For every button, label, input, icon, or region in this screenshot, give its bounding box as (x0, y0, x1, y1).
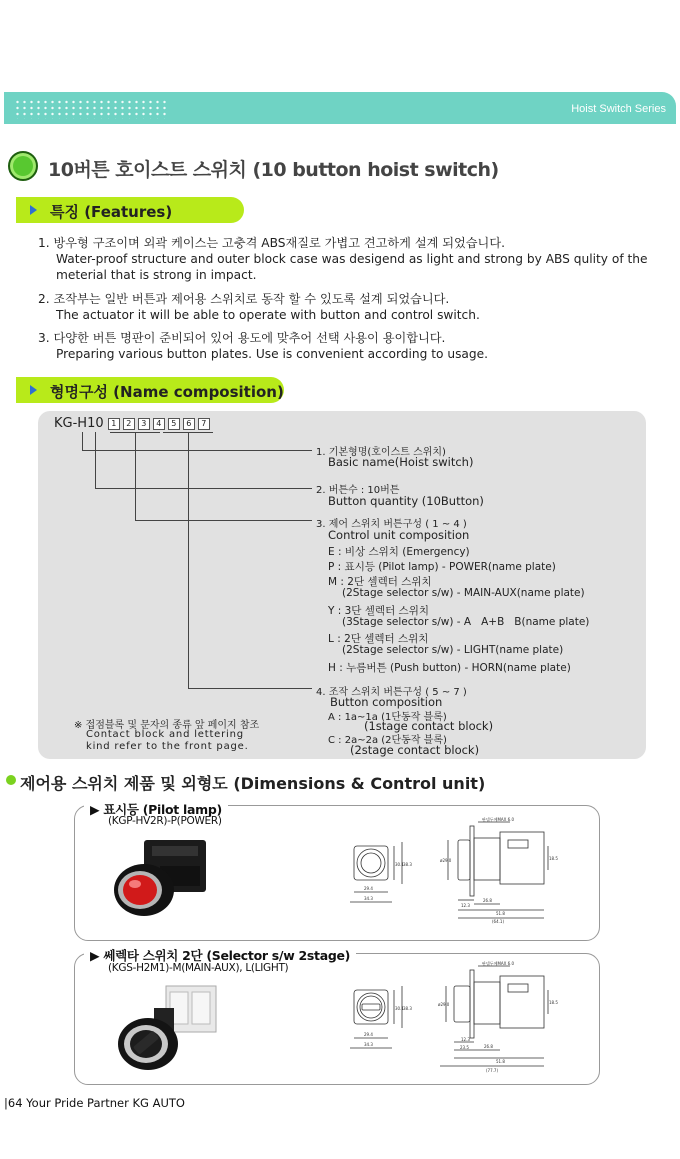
note-en-1: Contact block and lettering (86, 729, 244, 740)
dim-label: (77.7) (486, 1068, 499, 1073)
dim-label: 38.3 (403, 862, 412, 867)
dim-label: 34.3 (364, 896, 373, 901)
note-en-2: kind refer to the front page. (86, 741, 249, 752)
entry-4-en: Button composition (330, 695, 443, 709)
page-footer: |64 Your Pride Partner KG AUTO (4, 1096, 185, 1110)
option-m: M : 2단 셀렉터 스위치 (328, 576, 432, 588)
selector-switch-side-view (430, 962, 560, 1074)
dim-label: ø29.0 (438, 1002, 450, 1007)
dim-label: 51.8 (496, 911, 505, 916)
dim-label: 34.3 (364, 1042, 373, 1047)
dim-label: (64.1) (492, 919, 505, 924)
option-h: H : 누름버튼 (Push button) - HORN(name plate) (328, 662, 571, 674)
dim-label: 판넬두께MAX 6.0 (482, 961, 515, 966)
entry-3-en: Control unit composition (328, 528, 470, 542)
option-c-en: (2stage contact block) (350, 743, 480, 757)
code-box: 4 (153, 418, 165, 430)
dim-label: 30.1 (395, 862, 404, 867)
feature-1-en: Water-proof structure and outer block case was desigend as light and strong by ABS qulity of the meterial that is strong in impact. (56, 252, 648, 282)
pilot-lamp-side-view (430, 818, 560, 928)
dim-label: 12.3 (461, 1037, 470, 1042)
selector-switch-photo (108, 980, 224, 1076)
dim-label: 30.1 (395, 1006, 404, 1011)
play-arrow-icon (30, 385, 37, 395)
code-box: 7 (198, 418, 210, 430)
bracket-line (188, 688, 312, 689)
entry-4-ko: 4. 조작 스위치 버튼구성 ( 5 ~ 7 ) (316, 687, 467, 698)
features-heading-pill (16, 197, 244, 223)
product-title-selector-switch: ▶ 쎄렉타 스위치 2단 (Selector s/w 2stage) (90, 948, 351, 963)
dim-label: 12.3 (461, 903, 470, 908)
page-title: 10버튼 호이스트 스위치 (10 button hoist switch) (48, 159, 499, 181)
name-composition-heading-pill (16, 377, 284, 403)
feature-1-ko: 1. 방우형 구조이며 외곽 케이스는 고충격 ABS재질로 가볍고 견고하게 설계 되었습니다. (38, 236, 505, 250)
option-p: P : 표시등 (Pilot lamp) - POWER(name plate) (328, 561, 556, 573)
dim-label: ø29.0 (440, 858, 452, 863)
play-arrow-icon (30, 205, 37, 215)
code-box: 3 (138, 418, 150, 430)
dim-label: 26.8 (484, 1044, 493, 1049)
dim-label: 26.8 (483, 898, 492, 903)
dim-label: 판넬두께MAX 6.0 (482, 817, 515, 822)
feature-3-en: Preparing various button plates. Use is convenient according to usage. (56, 347, 489, 361)
pilot-lamp-front-view (340, 836, 410, 914)
bracket-line (95, 488, 312, 489)
entry-1-ko: 1. 기본형명(호이스트 스위치) (316, 447, 446, 458)
code-box: 2 (123, 418, 135, 430)
header-dot-pattern (14, 99, 170, 119)
option-a: A : 1a~1a (1단동작 블록) (328, 712, 447, 723)
bracket-line (135, 432, 136, 520)
series-label: Hoist Switch Series (571, 103, 666, 115)
dim-label: 23.5 (460, 1045, 469, 1050)
dim-label: 51.8 (496, 1059, 505, 1064)
option-m-en: (2Stage selector s/w) - MAIN-AUX(name plate) (342, 587, 585, 599)
product-title-pilot-lamp: ▶ 표시등 (Pilot lamp) (90, 802, 222, 817)
option-y-en: (3Stage selector s/w) - A A+B B(name plate) (342, 616, 590, 628)
option-y: Y : 3단 셀렉터 스위치 (328, 605, 429, 617)
entry-3-ko: 3. 제어 스위치 버튼구성 ( 1 ~ 4 ) (316, 519, 467, 530)
entry-2-ko: 2. 버튼수 : 10버튼 (316, 485, 400, 496)
product-code-pilot-lamp: (KGP-HV2R)-P(POWER) (108, 815, 222, 827)
features-heading: 특징 (Features) (50, 203, 173, 221)
dim-label: 29.4 (364, 886, 373, 891)
dim-label: 18.5 (549, 856, 558, 861)
model-code (54, 416, 213, 431)
note-ko: ※ 접점블록 및 문자의 종류 앞 페이지 참조 (74, 720, 260, 731)
entry-2-en: Button quantity (10Button) (328, 494, 484, 508)
dim-label: 29.4 (364, 1032, 373, 1037)
option-e: E : 비상 스위치 (Emergency) (328, 546, 470, 558)
code-box: 1 (108, 418, 120, 430)
code-prefix: KG-H10 (54, 416, 104, 431)
feature-3-ko: 3. 다양한 버튼 명판이 준비되어 있어 용도에 맞추어 선택 사용이 용이합니다. (38, 331, 446, 345)
option-l-en: (2Stage selector s/w) - LIGHT(name plate) (342, 644, 564, 656)
dim-label: 18.5 (549, 1000, 558, 1005)
dim-label: 38.3 (403, 1006, 412, 1011)
bracket-line (188, 432, 189, 688)
option-a-en: (1stage contact block) (364, 719, 494, 733)
bracket-line (135, 520, 312, 521)
feature-item-3 (38, 330, 668, 362)
bracket-line (82, 432, 83, 450)
option-c: C : 2a~2a (2단동작 블록) (328, 735, 447, 746)
bracket-line (82, 450, 312, 451)
feature-2-en: The actuator it will be able to operate with button and control switch. (56, 308, 480, 322)
product-code-selector-switch: (KGS-H2M1)-M(MAIN-AUX), L(LIGHT) (108, 962, 289, 974)
dimensions-bullet-icon (6, 775, 16, 785)
feature-item-2 (38, 291, 668, 323)
code-box: 5 (168, 418, 180, 430)
feature-item-1 (38, 235, 668, 283)
selector-switch-front-view (340, 982, 410, 1062)
name-composition-heading: 형명구성 (Name composition) (50, 383, 284, 401)
entry-1-en: Basic name(Hoist switch) (328, 455, 474, 469)
title-bullet-icon (8, 151, 38, 181)
dimensions-heading: 제어용 스위치 제품 및 외형도 (Dimensions & Control unit) (20, 774, 486, 793)
pilot-lamp-photo (110, 834, 214, 920)
feature-2-ko: 2. 조작부는 일반 버튼과 제어용 스위치로 동작 할 수 있도록 설계 되었습니다. (38, 292, 450, 306)
code-box: 6 (183, 418, 195, 430)
bracket-line (95, 432, 96, 488)
option-l: L : 2단 셀렉터 스위치 (328, 633, 429, 645)
